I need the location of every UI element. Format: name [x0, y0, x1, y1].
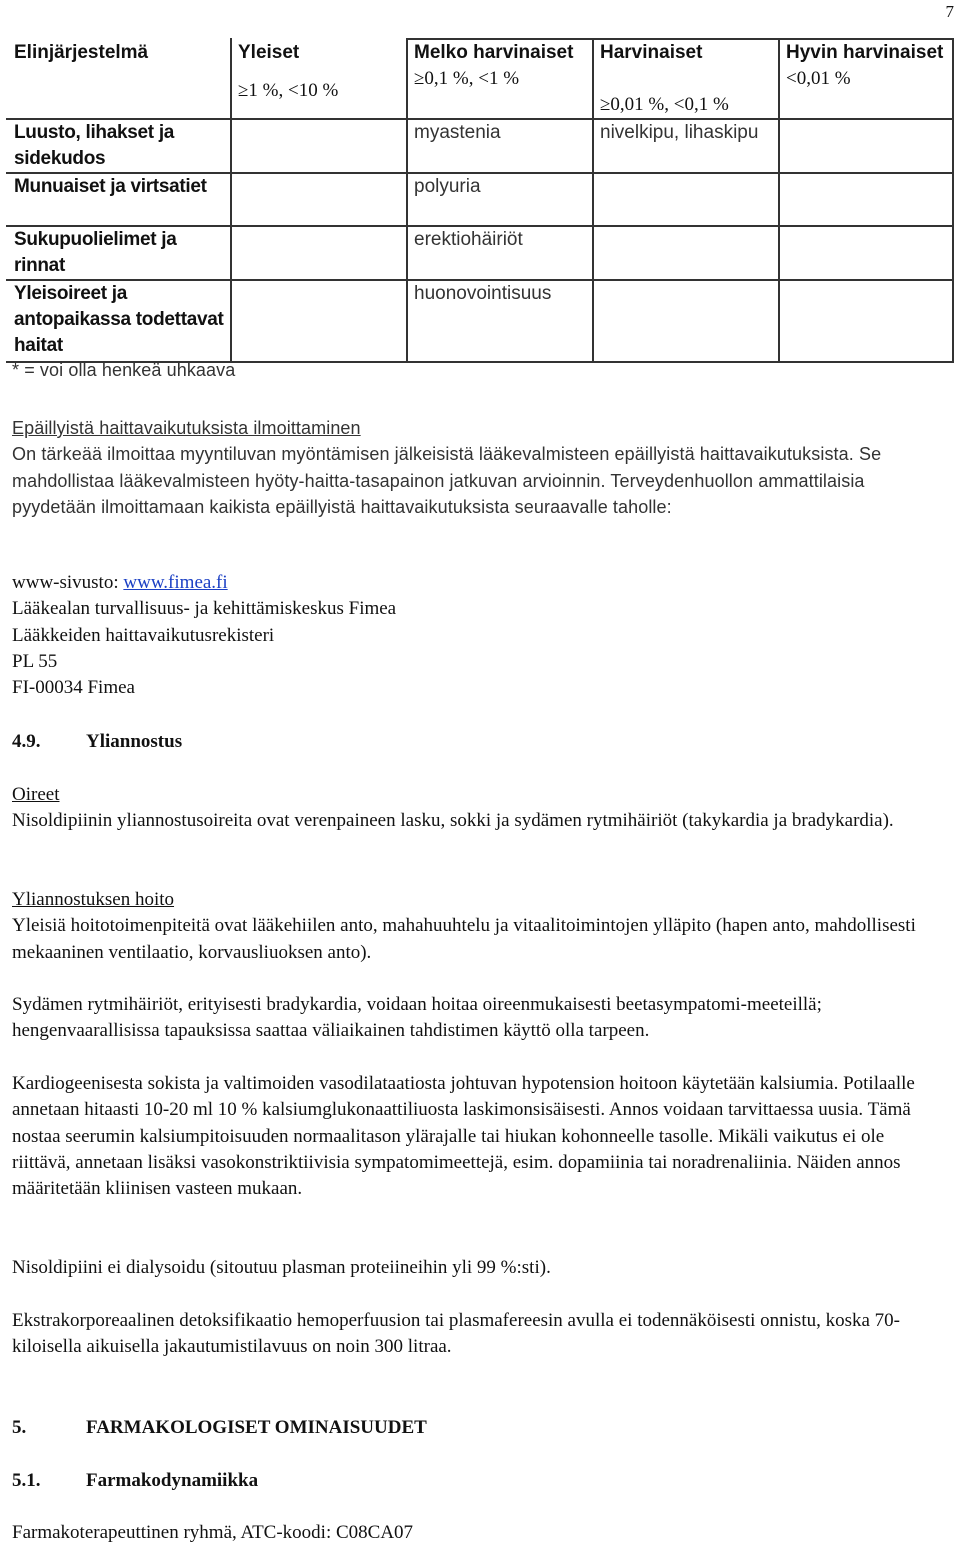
- reporting-text: On tärkeää ilmoittaa myyntiluvan myöntämisen jälkeisistä lääkevalmisteen epäillyistä haittavaikutuksista. Se mahdollistaa lääkevalmisteen hyöty-haitta-tasapainon jatkuvan arvioinnin. Terveydenhuollon ammattilaisia pyydetään ilmoittamaan kaikista epäillyistä haittavaikutuksista seuraavalle taholle:: [12, 444, 882, 517]
- treatment-block: [12, 887, 947, 966]
- uncommon-cell: huonovointisuus: [407, 280, 593, 362]
- organ-cell: Munuaiset ja virtsatiet: [7, 173, 231, 226]
- uncommon-cell: erektiohäiriöt: [407, 226, 593, 280]
- rare-cell: nivelkipu, lihaskipu: [593, 119, 779, 173]
- table-header-row: [7, 39, 953, 119]
- treatment-paragraph: Yleisiä hoitotoimenpiteitä ovat lääkehiilen anto, mahahuuhtelu ja vitaalitoimintojen ylläpito (hapen anto, mahdollisesti mekaaninen ventilaatio, korvausliuoksen anto).: [12, 915, 916, 963]
- header-very-rare: Hyvin harvinaiset <0,01 %: [779, 39, 953, 119]
- table-row: [7, 226, 953, 280]
- very-rare-cell: [779, 173, 953, 226]
- treatment-paragraph: Kardiogeenisesta sokista ja valtimoiden vasodilataatiosta johtuvan hypotension hoitoon käytetään kalsiumia. Potilaalle annetaan hitaasti 10-20 ml 10 % kalsiumglukonaattiliuosta laskimonsisäisesti. Annos voidaan tarvittaessa uusia. Tämä nostaa seerumin kalsiumpitoisuuden normaalitason ylärajalle tai hiukan kohonneelle tasolle. Mikäli vaikutus ei ole riittävä, annetaan lisäksi vasokonstriktiivisia sympatomimeettejä, esim. dopamiinia tai noradrenaliinia. Näiden annos määritetään kliinisen vasteen mukaan.: [12, 1073, 915, 1200]
- uncommon-cell: polyuria: [407, 173, 593, 226]
- common-cell: [231, 280, 407, 362]
- common-cell: [231, 119, 407, 173]
- adverse-effects-table: [6, 38, 954, 363]
- header-rare-range: ≥0,01 %, <0,1 %: [600, 94, 729, 115]
- address-line: Lääkkeiden haittavaikutusrekisteri: [12, 624, 275, 646]
- table-row: [7, 280, 953, 362]
- web-line: [12, 570, 947, 596]
- address-line: PL 55: [12, 650, 58, 672]
- section-4-9-heading: [12, 729, 947, 755]
- section-number: 5.: [12, 1417, 27, 1438]
- rare-cell: [593, 173, 779, 226]
- address-line: Lääkealan turvallisuus- ja kehittämiskeskus Fimea: [12, 598, 397, 620]
- header-common: Yleiset ≥1 %, <10 %: [231, 39, 407, 119]
- organ-cell: Sukupuolielimet ja rinnat: [7, 226, 231, 280]
- treatment-paragraph: Sydämen rytmihäiriöt, erityisesti bradykardia, voidaan hoitaa oireenmukaisesti beetasympatomi-meeteillä; hengenvaarallisissa tapauksissa saattaa väliaikainen tahdistimen käyttö olla tarpeen.: [12, 994, 822, 1042]
- common-cell: [231, 173, 407, 226]
- atc-line: Farmakoterapeuttinen ryhmä, ATC-koodi: C08CA07: [12, 1522, 414, 1543]
- section-title: Yliannostus: [86, 731, 183, 752]
- web-label: www-sivusto:: [12, 572, 124, 593]
- common-cell: [231, 226, 407, 280]
- section-5-1-heading: [12, 1468, 947, 1494]
- uncommon-cell: myastenia: [407, 119, 593, 173]
- treatment-paragraph: Nisoldipiini ei dialysoidu (sitoutuu plasman proteiineihin yli 99 %:sti).: [12, 1257, 551, 1278]
- very-rare-cell: [779, 280, 953, 362]
- reporting-section: [12, 415, 947, 520]
- rare-cell: [593, 226, 779, 280]
- section-5-heading: [12, 1415, 947, 1441]
- section-title: Farmakodynamiikka: [86, 1470, 259, 1491]
- organ-cell: Luusto, lihakset ja sidekudos: [7, 119, 231, 173]
- header-very-rare-range: <0,01 %: [786, 68, 851, 89]
- reporting-heading: Epäillyistä haittavaikutuksista ilmoittaminen: [12, 418, 361, 438]
- very-rare-cell: [779, 119, 953, 173]
- fimea-link[interactable]: www.fimea.fi: [123, 572, 228, 593]
- treatment-heading: Yliannostuksen hoito: [12, 889, 175, 910]
- treatment-paragraph: Ekstrakorporeaalinen detoksifikaatio hemoperfuusion tai plasmafereesin avulla ei todennäköisesti onnistu, koska 70-kiloisella aikuisella jakautumistilavuus on noin 300 litraa.: [12, 1310, 900, 1358]
- table-row: [7, 119, 953, 173]
- section-number: 5.1.: [12, 1470, 41, 1491]
- page-number: 7: [945, 2, 954, 21]
- very-rare-cell: [779, 226, 953, 280]
- symptoms-heading: Oireet: [12, 784, 60, 805]
- table-footnote: * = voi olla henkeä uhkaava: [12, 360, 236, 380]
- symptoms-block: [12, 782, 947, 835]
- section-number: 4.9.: [12, 731, 41, 752]
- organ-cell: Yleisoireet ja antopaikassa todettavat haitat: [7, 280, 231, 362]
- symptoms-text: Nisoldipiinin yliannostusoireita ovat verenpaineen lasku, sokki ja sydämen rytmihäiriöt (takykardia ja bradykardia).: [12, 810, 894, 832]
- header-common-range: ≥1 %, <10 %: [238, 80, 339, 101]
- reporting-contact: [12, 570, 947, 701]
- table-row: [7, 173, 953, 226]
- address-line: FI-00034 Fimea: [12, 677, 135, 699]
- rare-cell: [593, 280, 779, 362]
- header-uncommon-range: ≥0,1 %, <1 %: [414, 68, 520, 89]
- header-rare: Harvinaiset ≥0,01 %, <0,1 %: [593, 39, 779, 119]
- section-title: FARMAKOLOGISET OMINAISUUDET: [86, 1417, 427, 1438]
- header-organ-system: Elinjärjestelmä: [7, 39, 231, 119]
- header-uncommon: Melko harvinaiset ≥0,1 %, <1 %: [407, 39, 593, 119]
